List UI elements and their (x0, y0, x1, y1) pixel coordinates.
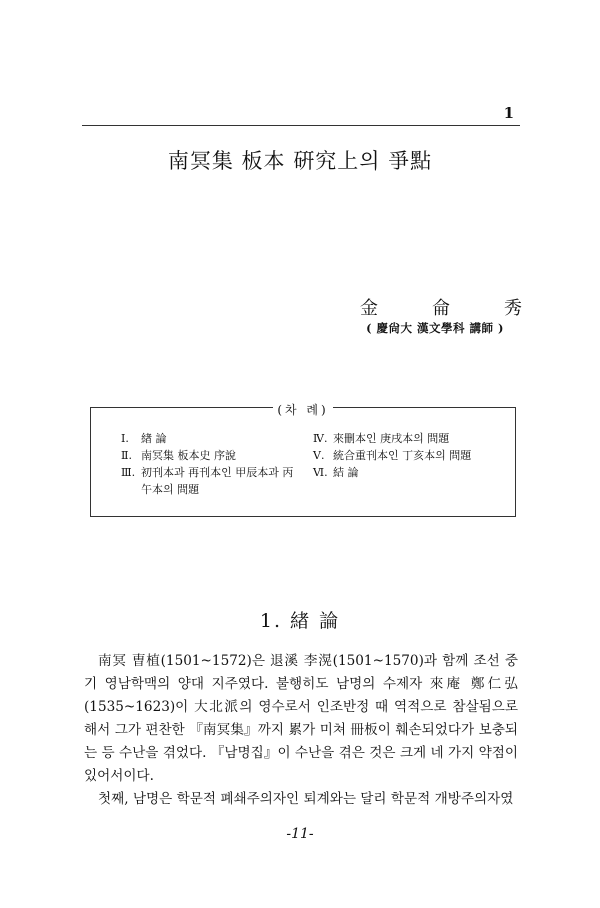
toc-item (313, 430, 508, 447)
toc-item-text: 來刪本인 庚戌本의 問題 (333, 432, 450, 445)
toc-item-number: Ⅴ. (313, 449, 325, 462)
author-name-char-3: 秀 (504, 298, 522, 319)
header-rule (82, 125, 520, 126)
author-name (360, 294, 522, 320)
footer-page-number: -11- (286, 826, 314, 842)
toc-item (121, 430, 296, 447)
author-name-char-2: 侖 (432, 298, 450, 319)
toc-item (313, 447, 508, 464)
toc-item (313, 464, 508, 481)
author-affiliation: ( 慶尙大 漢文學科 講師 ) (366, 321, 504, 335)
author-name-char-1: 金 (360, 298, 378, 319)
header-page-number: 1 (503, 104, 514, 122)
toc-item (121, 447, 296, 464)
toc-item-number: Ⅲ. (121, 466, 136, 479)
toc-right-column (313, 430, 508, 481)
paper-title: 南冥集 板本 硏究上의 爭點 (167, 149, 433, 173)
toc-left-column (121, 430, 296, 498)
toc-item-text: 緖 論 (141, 432, 167, 445)
toc-label: (차 례) (273, 403, 332, 417)
table-of-contents (90, 403, 516, 517)
toc-item-number: Ⅵ. (313, 466, 328, 479)
toc-item-text: 初刊本과 再刊本인 甲辰本과 丙午本의 問題 (141, 466, 294, 496)
body-paragraph: 南冥 曺植(1501~1572)은 退溪 李滉(1501~1570)과 함께 조선 중기 영남학맥의 양대 지주였다. 불행히도 남명의 수제자 來庵 鄭仁弘(1535~1623)이 大北派의 영수로서 인조반정 때 역적으로 참살됨으로 해서 그가 편찬한 『南冥集』까지 累가 미쳐 冊板이 훼손되었다가 보충되는 등 수난을 겪었다. 『남명집』이 수난을 겪은 것은 크게 네 가지 약점이 있어서이다. (84, 653, 518, 784)
toc-item-text: 南冥集 板本史 序說 (141, 449, 236, 462)
toc-item (121, 464, 296, 498)
toc-item-text: 結 論 (333, 466, 359, 479)
toc-item-number: Ⅳ. (313, 432, 328, 445)
toc-item-text: 統合重刊本인 丁亥本의 問題 (333, 449, 472, 462)
section-heading: 1. 緖 論 (259, 610, 341, 632)
toc-item-number: Ⅰ. (121, 432, 129, 445)
body-paragraph: 첫째, 남명은 학문적 폐쇄주의자인 퇴계와는 달리 학문적 개방주의자였 (98, 791, 514, 807)
toc-item-number: Ⅱ. (121, 449, 132, 462)
body-text (84, 650, 518, 811)
toc-label-wrapper (91, 399, 515, 418)
